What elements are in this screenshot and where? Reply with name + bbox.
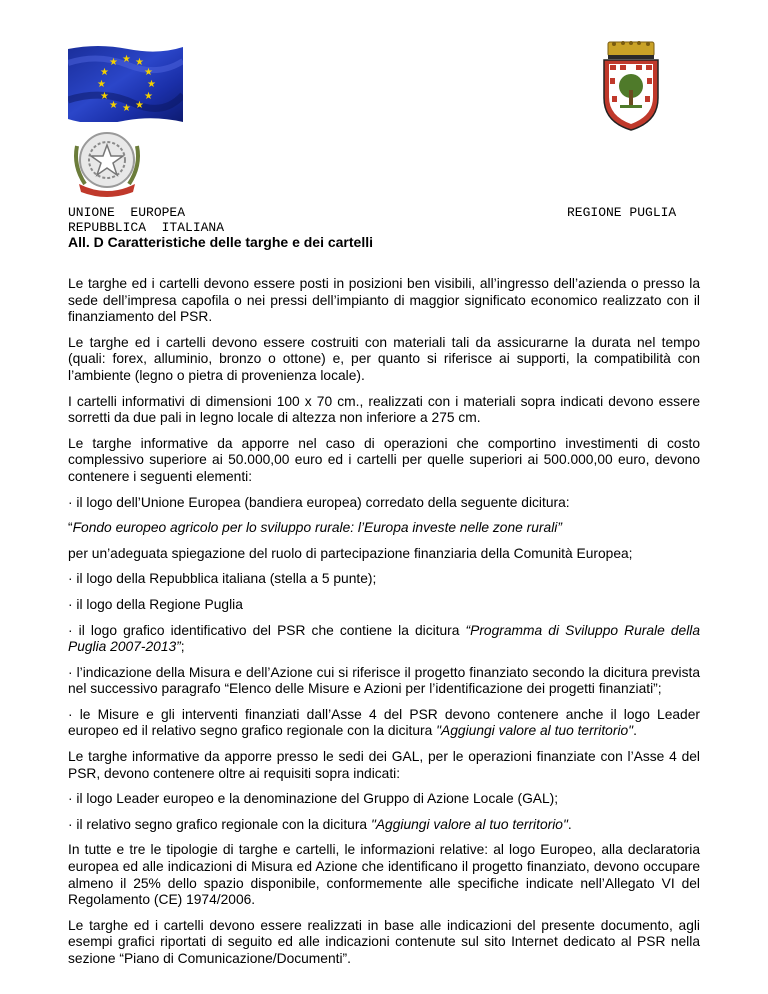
list-item	[68, 623, 700, 656]
italic-text: "Aggiungi valore al tuo territorio"	[436, 723, 634, 739]
svg-text:★: ★	[109, 100, 118, 111]
paragraph: Le targhe informative da apporre nel caso di operazioni che comportino investimenti di costo complessivo superiore ai 50.000,00 euro ed i cartelli per quelle superiori ai 500.000,00 euro, devono contenere i seguenti elementi:	[68, 435, 700, 484]
text: .	[633, 723, 637, 739]
text: .	[567, 816, 572, 832]
puglia-region-crest-icon	[600, 40, 662, 132]
text: ;	[180, 639, 185, 655]
eu-flag-icon	[68, 45, 183, 122]
text: · il logo grafico identificativo del PSR che contiene la dicitura	[68, 622, 466, 638]
header-italy-label: REPUBBLICA ITALIANA	[68, 220, 225, 235]
paragraph: per un’adeguata spiegazione del ruolo di partecipazione finanziaria della Comunità Europea;	[68, 545, 633, 561]
list-item: · l’indicazione della Misura e dell’Azione cui si riferisce il progetto finanziato secondo la dicitura prevista nel successivo paragrafo “Elenco delle Misure e Azioni per l’identificazione dei progetti finanziati”;	[68, 664, 700, 697]
italic-text: “Programma di Sviluppo Rurale della Puglia 2007-2013”	[68, 622, 701, 655]
quote-open: “	[68, 520, 73, 536]
paragraph: Le targhe ed i cartelli devono essere posti in posizioni ben visibili, all’ingresso dell’azienda o presso la sede dell’impresa capofila o nei pressi dell’impianto di maggior significato economico realizzato con il finanziamento del PSR.	[68, 276, 700, 325]
list-item	[68, 817, 700, 834]
svg-text:★: ★	[135, 100, 144, 111]
svg-text:★: ★	[100, 91, 109, 102]
list-item	[68, 707, 700, 740]
text: · il relativo segno grafico regionale con la dicitura	[68, 816, 371, 832]
paragraph: In tutte e tre le tipologie di targhe e cartelli, le informazioni relative: al logo Europeo, alla declaratoria europea ed alle indicazioni di Misura ed Azione che identificano il progetto finanziato, devono occupare almeno il 25% dello spazio disponibile, conformemente alle specifiche indicate nell’Allegato VI del Regolamento (CE) 1974/2006.	[68, 842, 700, 908]
svg-text:★: ★	[144, 91, 153, 102]
list-item: · il logo Leader europeo e la denominazione del Gruppo di Azione Locale (GAL);	[68, 791, 559, 807]
paragraph: Le targhe ed i cartelli devono essere costruiti con materiali tali da assicurarne la durata nel tempo (quali: forex, alluminio, bronzo o ottone) e, per quanto si riferisce ai supporti, la compatibilità con l’ambiente (legno o pietra di provenienza locale).	[68, 334, 700, 383]
svg-text:★: ★	[100, 67, 109, 78]
svg-text:★: ★	[109, 57, 118, 68]
header-puglia-label: REGIONE PUGLIA	[567, 205, 677, 220]
list-item: · il logo della Regione Puglia	[68, 596, 243, 612]
paragraph: Le targhe ed i cartelli devono essere realizzati in base alle indicazioni del presente documento, agli esempi grafici riportati di seguito ed alle indicazioni contenute sul sito Internet dedicato al PSR nella sezione “Piano di Comunicazione/Documenti”.	[68, 917, 700, 966]
svg-text:★: ★	[97, 79, 106, 90]
header-eu-label: UNIONE EUROPEA	[68, 205, 186, 220]
svg-text:★: ★	[122, 103, 131, 114]
quote-line	[68, 520, 700, 537]
list-item: · il logo dell’Unione Europea (bandiera europea) corredato della seguente dicitura:	[68, 494, 570, 510]
paragraph: I cartelli informativi di dimensioni 100 x 70 cm., realizzati con i materiali sopra indicati devono essere sorretti da due pali in legno locale di altezza non inferiore a 275 cm.	[68, 393, 700, 426]
paragraph: Le targhe informative da apporre presso le sedi dei GAL, per le operazioni finanziate con l’Asse 4 del PSR, devono contenere oltre ai requisiti sopra indicati:	[68, 749, 700, 781]
svg-text:★: ★	[122, 54, 131, 65]
italic-text: "Aggiungi valore al tuo territorio"	[370, 816, 568, 832]
italian-republic-emblem-icon	[69, 126, 147, 200]
svg-text:★: ★	[135, 57, 144, 68]
quote-text: Fondo europeo agricolo per lo sviluppo rurale: l’Europa investe nelle zone rurali”	[72, 520, 562, 536]
text: · le Misure e gli interventi finanziati dall’Asse 4 del PSR devono contenere anche il logo Leader europeo ed il relativo segno grafico regionale con la dicitura	[68, 706, 700, 739]
document-body	[68, 276, 700, 977]
svg-text:★: ★	[144, 67, 153, 78]
list-item: · il logo della Repubblica italiana (stella a 5 punte);	[68, 571, 377, 587]
document-title: All. D Caratteristiche delle targhe e dei cartelli	[68, 234, 373, 250]
svg-text:★: ★	[147, 79, 156, 90]
